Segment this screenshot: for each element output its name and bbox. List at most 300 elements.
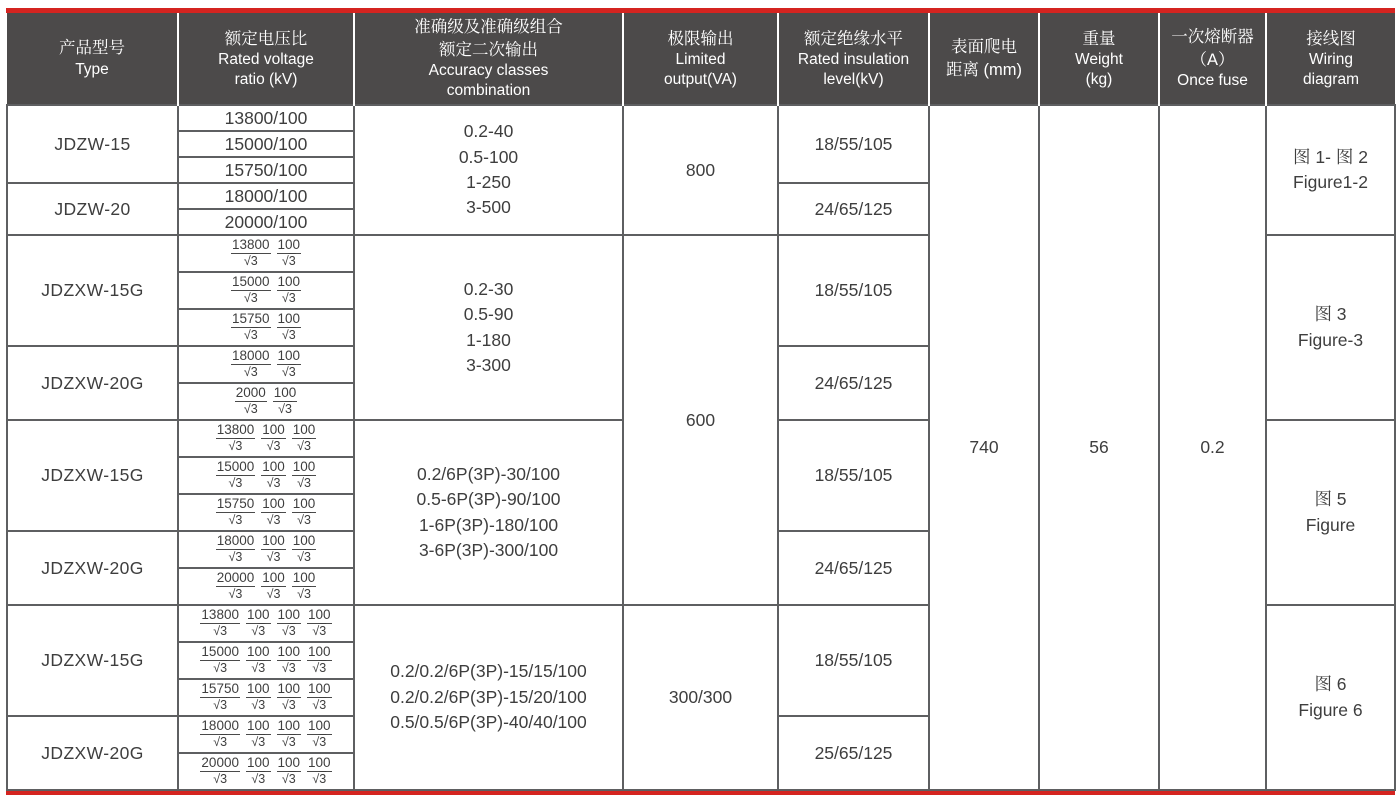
ratio-cell: 15750/100 xyxy=(178,157,354,183)
accuracy-line: 0.2-30 xyxy=(463,278,514,299)
limited-output-cell: 600 xyxy=(623,235,778,605)
fraction-denominator-sqrt3 xyxy=(292,587,317,602)
fraction-denominator-sqrt3 xyxy=(216,439,256,454)
limited-output-cell: 800 xyxy=(623,105,778,235)
fraction-numerator: 100 xyxy=(292,460,317,476)
spec-table-header xyxy=(7,13,1395,105)
ratio-fraction xyxy=(246,719,271,750)
ratio-fraction xyxy=(277,608,302,639)
ratio-fraction xyxy=(277,645,302,676)
fraction-numerator: 100 xyxy=(292,497,317,513)
accuracy-line: 3-500 xyxy=(466,197,511,218)
table-row xyxy=(7,105,1395,131)
accuracy-line: 0.2/0.2/6P(3P)-15/20/100 xyxy=(390,686,587,707)
ratio-fraction xyxy=(277,238,302,269)
radical-index: 3 xyxy=(258,735,266,750)
fraction-numerator: 18000 xyxy=(216,534,256,550)
radical-sign: √ xyxy=(243,365,251,380)
radical-sign: √ xyxy=(278,402,285,417)
fraction-denominator-sqrt3 xyxy=(277,624,302,639)
header-zh-line: 极限输出 xyxy=(667,29,734,48)
radical-sign: √ xyxy=(213,624,221,639)
radical-index: 3 xyxy=(273,550,281,565)
radical-index: 3 xyxy=(284,402,292,417)
accuracy-line: 3-300 xyxy=(466,354,511,375)
radical-index: 3 xyxy=(319,698,327,713)
radical-sign: √ xyxy=(281,772,289,787)
ratio-fraction xyxy=(261,497,286,528)
fraction-numerator: 100 xyxy=(246,682,271,698)
radical-index: 3 xyxy=(273,439,281,454)
header-en-line: Weight xyxy=(1075,50,1123,68)
ratio-fraction xyxy=(231,275,271,306)
radical-index: 3 xyxy=(235,550,243,565)
ratio-fraction xyxy=(292,460,317,491)
radical-sign: √ xyxy=(297,587,304,602)
accuracy-line: 1-250 xyxy=(466,172,511,192)
fraction-numerator: 15750 xyxy=(231,312,271,328)
ratio-fraction xyxy=(261,571,286,602)
type-cell: JDZXW-20G xyxy=(7,346,178,420)
fraction-denominator-sqrt3 xyxy=(273,402,298,417)
fraction-denominator-sqrt3 xyxy=(231,365,271,380)
ratio-fraction xyxy=(277,756,302,787)
header-en-line: Wiring xyxy=(1309,50,1353,68)
radical-index: 3 xyxy=(273,587,281,602)
radical-sign: √ xyxy=(243,328,251,343)
radical-index: 3 xyxy=(258,624,266,639)
radical-sign: √ xyxy=(281,698,289,713)
accuracy-line: 0.5-6P(3P)-90/100 xyxy=(416,489,561,510)
fraction-denominator-sqrt3 xyxy=(277,365,302,380)
radical-sign: √ xyxy=(213,735,221,750)
radical-index: 3 xyxy=(319,661,327,676)
ratio-cell xyxy=(178,568,354,605)
ratio-cell: 13800/100 xyxy=(178,105,354,131)
accuracy-line: 1-6P(3P)-180/100 xyxy=(418,514,559,535)
radical-sign: √ xyxy=(312,661,320,676)
radical-index: 3 xyxy=(319,772,327,787)
limited-output-cell: 300/300 xyxy=(623,605,778,790)
fraction-denominator-sqrt3 xyxy=(216,513,256,528)
radical-sign: √ xyxy=(266,476,274,491)
header-zh-line: 额定二次输出 xyxy=(439,40,538,59)
wiring-zh: 图 1- 图 2 xyxy=(1293,146,1368,167)
radical-sign: √ xyxy=(266,587,274,602)
header-type xyxy=(7,13,178,105)
fraction-numerator: 100 xyxy=(292,534,317,550)
radical-sign: √ xyxy=(243,402,251,417)
fraction-denominator-sqrt3 xyxy=(261,587,286,602)
radical-index: 3 xyxy=(250,365,258,380)
header-en-line: combination xyxy=(446,81,531,99)
fraction-numerator: 100 xyxy=(307,719,332,735)
radical-index: 3 xyxy=(220,624,228,639)
header-zh-line: 一次熔断器 xyxy=(1171,28,1254,47)
accuracy-line: 1-180 xyxy=(466,329,511,350)
ratio-fraction xyxy=(292,534,317,565)
ratio-fraction xyxy=(231,349,271,380)
header-zh-line: 额定绝缘水平 xyxy=(804,29,903,48)
ratio-fraction xyxy=(292,423,317,454)
radical-index: 3 xyxy=(250,291,258,306)
ratio-fraction xyxy=(216,571,256,602)
ratio-cell xyxy=(178,716,354,753)
radical-index: 3 xyxy=(303,439,311,454)
radical-sign: √ xyxy=(281,661,289,676)
radical-sign: √ xyxy=(228,476,236,491)
radical-sign: √ xyxy=(281,365,289,380)
radical-sign: √ xyxy=(312,698,320,713)
ratio-fraction xyxy=(216,460,256,491)
fraction-denominator-sqrt3 xyxy=(292,550,317,565)
radical-index: 3 xyxy=(288,624,296,639)
radical-sign: √ xyxy=(297,550,304,565)
fraction-numerator: 100 xyxy=(277,719,302,735)
radical-index: 3 xyxy=(303,587,311,602)
radical-sign: √ xyxy=(312,772,320,787)
header-row xyxy=(7,13,1395,105)
header-zh-line: 接线图 xyxy=(1306,29,1356,48)
ratio-fraction xyxy=(307,719,332,750)
header-ratio xyxy=(178,13,354,105)
ratio-cell xyxy=(178,531,354,568)
fraction-numerator: 100 xyxy=(277,275,302,291)
fraction-denominator-sqrt3 xyxy=(246,772,271,787)
radical-index: 3 xyxy=(319,624,327,639)
fraction-numerator: 100 xyxy=(246,719,271,735)
radical-sign: √ xyxy=(297,476,304,491)
radical-sign: √ xyxy=(228,439,236,454)
header-zh-line: 准确级及准确级组合 xyxy=(414,18,563,37)
fraction-numerator: 15750 xyxy=(200,682,240,698)
ratio-fraction xyxy=(307,608,332,639)
fraction-denominator-sqrt3 xyxy=(307,698,332,713)
fraction-numerator: 100 xyxy=(307,756,332,772)
type-cell: JDZXW-15G xyxy=(7,605,178,716)
wiring-diagram-cell xyxy=(1266,105,1395,235)
header-zh-line: 产品型号 xyxy=(59,39,125,58)
ratio-fraction xyxy=(200,682,240,713)
radical-sign: √ xyxy=(281,291,289,306)
ratio-cell xyxy=(178,383,354,420)
ratio-cell xyxy=(178,642,354,679)
ratio-fraction xyxy=(216,423,256,454)
radical-index: 3 xyxy=(273,476,281,491)
fraction-numerator: 100 xyxy=(277,349,302,365)
ratio-cell xyxy=(178,457,354,494)
fraction-denominator-sqrt3 xyxy=(231,328,271,343)
accuracy-line: 0.2/6P(3P)-30/100 xyxy=(416,463,560,484)
accuracy-line: 3-6P(3P)-300/100 xyxy=(418,539,559,560)
fraction-numerator: 100 xyxy=(246,756,271,772)
radical-sign: √ xyxy=(266,439,274,454)
radical-sign: √ xyxy=(297,439,304,454)
fraction-numerator: 100 xyxy=(261,534,286,550)
radical-sign: √ xyxy=(243,291,251,306)
header-zh-line: 重量 xyxy=(1082,29,1116,48)
header-en-line: ratio (kV) xyxy=(234,70,298,88)
fraction-numerator: 100 xyxy=(246,645,271,661)
radical-index: 3 xyxy=(288,328,296,343)
ratio-cell xyxy=(178,420,354,457)
radical-index: 3 xyxy=(235,476,243,491)
header-en-line: output(VA) xyxy=(664,70,737,88)
radical-sign: √ xyxy=(312,735,320,750)
ratio-fraction xyxy=(292,497,317,528)
radical-sign: √ xyxy=(281,254,289,269)
radical-index: 3 xyxy=(220,698,228,713)
fraction-denominator-sqrt3 xyxy=(216,550,256,565)
fraction-denominator-sqrt3 xyxy=(235,402,267,417)
ratio-fraction xyxy=(277,312,302,343)
fraction-numerator: 100 xyxy=(261,460,286,476)
insulation-cell: 24/65/125 xyxy=(778,531,929,605)
radical-index: 3 xyxy=(220,772,228,787)
fraction-denominator-sqrt3 xyxy=(277,328,302,343)
header-accuracy xyxy=(354,13,623,105)
header-insulation xyxy=(778,13,929,105)
fraction-denominator-sqrt3 xyxy=(277,735,302,750)
fraction-denominator-sqrt3 xyxy=(200,624,240,639)
radical-index: 3 xyxy=(235,513,243,528)
header-en-line: Rated voltage xyxy=(218,50,314,68)
radical-sign: √ xyxy=(281,735,289,750)
ratio-cell xyxy=(178,753,354,790)
fraction-denominator-sqrt3 xyxy=(307,661,332,676)
radical-sign: √ xyxy=(251,698,259,713)
ratio-cell: 15000/100 xyxy=(178,131,354,157)
wiring-diagram-cell xyxy=(1266,605,1395,790)
ratio-fraction xyxy=(235,386,267,417)
fraction-denominator-sqrt3 xyxy=(307,735,332,750)
radical-sign: √ xyxy=(213,661,221,676)
fraction-denominator-sqrt3 xyxy=(261,513,286,528)
fraction-numerator: 100 xyxy=(292,423,317,439)
ratio-fraction xyxy=(277,349,302,380)
type-cell: JDZXW-20G xyxy=(7,531,178,605)
accuracy-cell xyxy=(354,420,623,605)
radical-sign: √ xyxy=(251,661,259,676)
radical-sign: √ xyxy=(281,328,289,343)
fraction-denominator-sqrt3 xyxy=(277,698,302,713)
fraction-denominator-sqrt3 xyxy=(200,735,240,750)
fraction-denominator-sqrt3 xyxy=(200,698,240,713)
ratio-fraction xyxy=(231,312,271,343)
type-cell: JDZXW-15G xyxy=(7,235,178,346)
radical-sign: √ xyxy=(213,698,221,713)
radical-index: 3 xyxy=(288,735,296,750)
fraction-numerator: 13800 xyxy=(231,238,271,254)
insulation-cell: 25/65/125 xyxy=(778,716,929,790)
spec-table-body xyxy=(7,105,1395,790)
ratio-fraction xyxy=(246,645,271,676)
fraction-denominator-sqrt3 xyxy=(246,698,271,713)
ratio-fraction xyxy=(200,645,240,676)
insulation-cell: 18/55/105 xyxy=(778,105,929,183)
radical-index: 3 xyxy=(319,735,327,750)
fraction-denominator-sqrt3 xyxy=(292,439,317,454)
header-weight xyxy=(1039,13,1159,105)
fraction-numerator: 18000 xyxy=(231,349,271,365)
fraction-denominator-sqrt3 xyxy=(261,439,286,454)
wiring-zh: 图 5 xyxy=(1314,489,1347,510)
wiring-en: Figure xyxy=(1305,514,1356,535)
accuracy-line: 0.5-100 xyxy=(458,146,519,167)
wiring-en: Figure-3 xyxy=(1297,329,1364,350)
radical-index: 3 xyxy=(220,735,228,750)
fraction-numerator: 15000 xyxy=(216,460,256,476)
wiring-en: Figure 6 xyxy=(1298,699,1363,720)
header-zh-line: （A） xyxy=(1190,50,1235,69)
accuracy-cell xyxy=(354,235,623,420)
header-en-line: Rated insulation xyxy=(797,50,910,68)
ratio-fraction xyxy=(277,275,302,306)
ratio-fraction xyxy=(261,460,286,491)
header-en-line: diagram xyxy=(1303,70,1359,88)
radical-sign: √ xyxy=(297,513,304,528)
fraction-denominator-sqrt3 xyxy=(292,513,317,528)
ratio-cell: 18000/100 xyxy=(178,183,354,209)
radical-sign: √ xyxy=(228,550,236,565)
ratio-cell: 20000/100 xyxy=(178,209,354,235)
fraction-denominator-sqrt3 xyxy=(216,476,256,491)
ratio-cell xyxy=(178,494,354,531)
fraction-numerator: 100 xyxy=(277,756,302,772)
ratio-cell xyxy=(178,679,354,716)
wiring-zh: 图 3 xyxy=(1314,304,1347,325)
fraction-denominator-sqrt3 xyxy=(307,772,332,787)
wiring-diagram-cell xyxy=(1266,420,1395,605)
fraction-numerator: 100 xyxy=(273,386,298,402)
fraction-numerator: 2000 xyxy=(235,386,267,402)
fraction-numerator: 20000 xyxy=(200,756,240,772)
header-zh-line: 额定电压比 xyxy=(224,29,308,48)
header-zh-line: 距离 (mm) xyxy=(945,60,1023,79)
fraction-numerator: 100 xyxy=(307,682,332,698)
accuracy-line: 0.5/0.5/6P(3P)-40/40/100 xyxy=(390,712,587,733)
fraction-numerator: 100 xyxy=(277,312,302,328)
ratio-fraction xyxy=(292,571,317,602)
fraction-denominator-sqrt3 xyxy=(246,624,271,639)
radical-index: 3 xyxy=(235,439,243,454)
fraction-numerator: 15750 xyxy=(216,497,256,513)
ratio-fraction xyxy=(216,534,256,565)
radical-index: 3 xyxy=(258,698,266,713)
radical-index: 3 xyxy=(220,661,228,676)
fraction-denominator-sqrt3 xyxy=(200,661,240,676)
radical-index: 3 xyxy=(288,698,296,713)
ratio-fraction xyxy=(277,719,302,750)
radical-index: 3 xyxy=(288,291,296,306)
radical-sign: √ xyxy=(251,735,259,750)
spec-table xyxy=(6,13,1396,791)
fraction-numerator: 13800 xyxy=(216,423,256,439)
ratio-fraction xyxy=(216,497,256,528)
header-en-line: Limited xyxy=(675,50,726,68)
fraction-numerator: 100 xyxy=(246,608,271,624)
header-zh-line: 表面爬电 xyxy=(951,38,1017,57)
fraction-denominator-sqrt3 xyxy=(246,661,271,676)
ratio-cell xyxy=(178,235,354,272)
insulation-cell: 24/65/125 xyxy=(778,183,929,235)
fraction-numerator: 100 xyxy=(261,423,286,439)
ratio-fraction xyxy=(200,719,240,750)
fraction-denominator-sqrt3 xyxy=(307,624,332,639)
fraction-denominator-sqrt3 xyxy=(216,587,256,602)
fraction-numerator: 100 xyxy=(307,645,332,661)
ratio-fraction xyxy=(246,682,271,713)
header-en-line: Accuracy classes xyxy=(428,61,549,79)
header-creepage xyxy=(929,13,1039,105)
ratio-fraction xyxy=(200,608,240,639)
radical-index: 3 xyxy=(303,513,311,528)
fraction-denominator-sqrt3 xyxy=(292,476,317,491)
accuracy-line: 0.5-90 xyxy=(463,304,514,325)
fraction-numerator: 100 xyxy=(277,238,302,254)
header-en-line: (kg) xyxy=(1085,70,1113,88)
fraction-numerator: 100 xyxy=(292,571,317,587)
radical-index: 3 xyxy=(258,661,266,676)
radical-index: 3 xyxy=(288,661,296,676)
fraction-numerator: 20000 xyxy=(216,571,256,587)
wiring-diagram-cell xyxy=(1266,235,1395,420)
wiring-zh: 图 6 xyxy=(1314,674,1347,695)
ratio-fraction xyxy=(246,756,271,787)
header-en-line: Once fuse xyxy=(1177,71,1248,89)
header-fuse xyxy=(1159,13,1266,105)
type-cell: JDZXW-15G xyxy=(7,420,178,531)
radical-index: 3 xyxy=(250,402,258,417)
radical-index: 3 xyxy=(303,550,311,565)
fraction-denominator-sqrt3 xyxy=(246,735,271,750)
ratio-fraction xyxy=(273,386,298,417)
header-output xyxy=(623,13,778,105)
spec-table-frame xyxy=(6,8,1395,795)
radical-sign: √ xyxy=(228,513,236,528)
fraction-denominator-sqrt3 xyxy=(261,550,286,565)
ratio-fraction xyxy=(246,608,271,639)
fraction-numerator: 100 xyxy=(277,645,302,661)
ratio-fraction xyxy=(200,756,240,787)
radical-index: 3 xyxy=(288,365,296,380)
ratio-fraction xyxy=(261,534,286,565)
ratio-cell xyxy=(178,605,354,642)
ratio-fraction xyxy=(307,756,332,787)
fraction-denominator-sqrt3 xyxy=(277,661,302,676)
fraction-denominator-sqrt3 xyxy=(231,291,271,306)
fraction-numerator: 100 xyxy=(277,682,302,698)
type-cell: JDZXW-20G xyxy=(7,716,178,790)
accuracy-cell xyxy=(354,105,623,235)
insulation-cell: 18/55/105 xyxy=(778,235,929,346)
header-en-line: Type xyxy=(75,60,109,78)
accuracy-line: 0.2/0.2/6P(3P)-15/15/100 xyxy=(390,661,587,682)
radical-index: 3 xyxy=(288,254,296,269)
radical-index: 3 xyxy=(303,476,311,491)
fraction-denominator-sqrt3 xyxy=(277,291,302,306)
type-cell: JDZW-15 xyxy=(7,105,178,183)
radical-sign: √ xyxy=(312,624,320,639)
wiring-en: Figure1-2 xyxy=(1293,172,1368,192)
radical-index: 3 xyxy=(250,328,258,343)
radical-sign: √ xyxy=(251,624,259,639)
header-en-line: level(kV) xyxy=(823,70,884,88)
ratio-fraction xyxy=(231,238,271,269)
ratio-fraction xyxy=(307,682,332,713)
fraction-numerator: 100 xyxy=(261,497,286,513)
accuracy-line: 0.2-40 xyxy=(463,121,514,142)
